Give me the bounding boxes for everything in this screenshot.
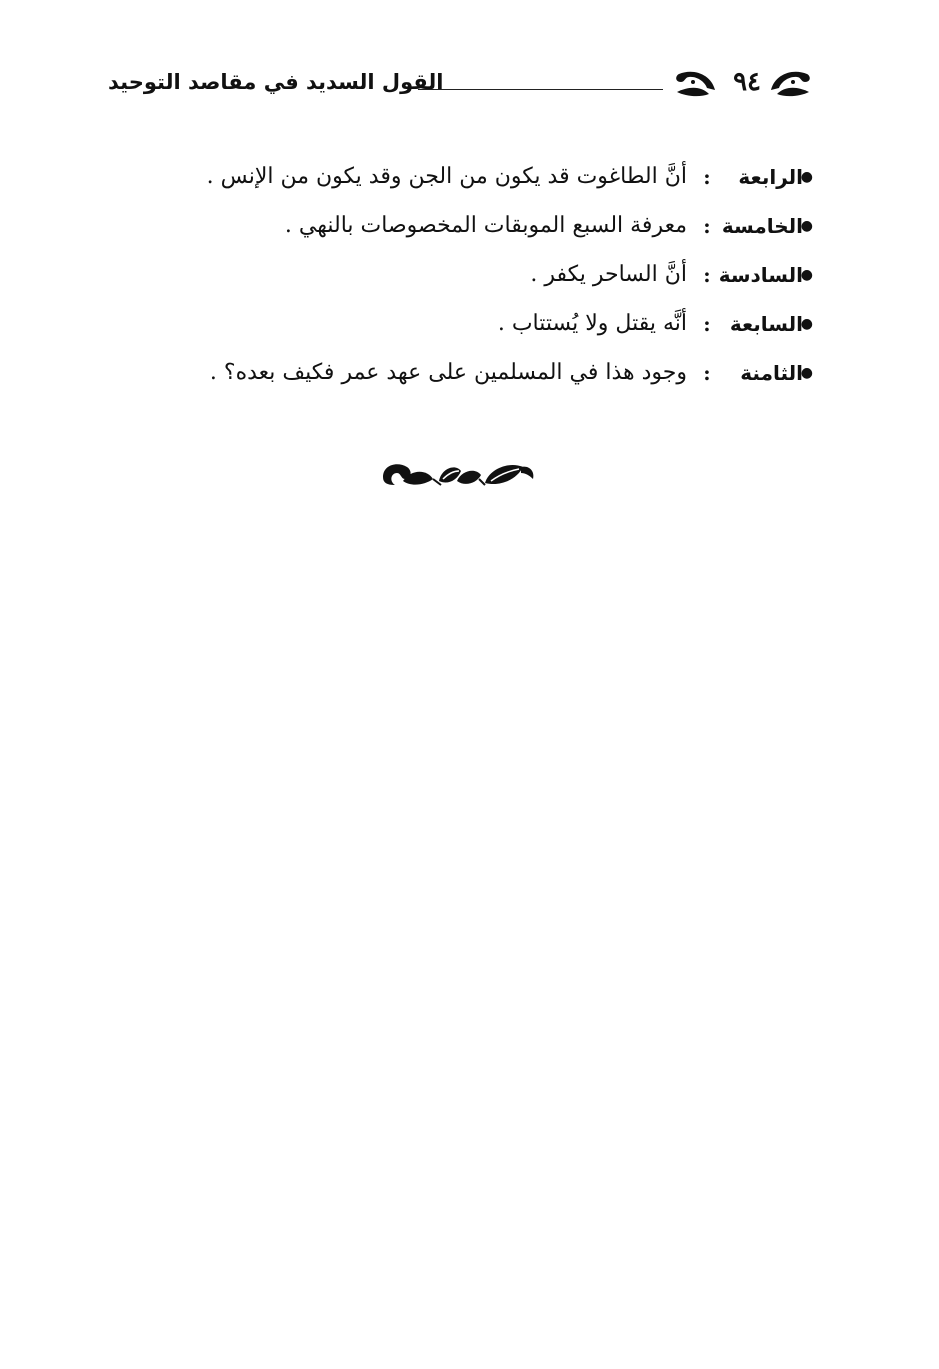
item-text: معرفة السبع الموبقات المخصوصات بالنهي . xyxy=(284,213,687,238)
item-separator: : xyxy=(703,262,711,287)
list-item xyxy=(200,152,813,201)
running-header xyxy=(108,62,813,106)
item-label: الخامسة xyxy=(721,213,803,238)
header-rule xyxy=(418,89,663,90)
list-item xyxy=(200,250,813,299)
item-label: السابعة xyxy=(729,311,803,336)
floral-flourish-icon xyxy=(767,64,813,100)
item-separator: : xyxy=(703,360,711,385)
leaf-vine-divider-icon xyxy=(381,455,537,491)
item-label: الرابعة xyxy=(738,164,803,189)
bullet-icon: ● xyxy=(800,217,813,234)
item-label: الثامنة xyxy=(740,360,803,385)
item-text: أنَّ الطاغوت قد يكون من الجن وقد يكون من الإنس . xyxy=(206,164,687,189)
bullet-icon: ● xyxy=(800,364,813,381)
list-item xyxy=(200,299,813,348)
floral-flourish-icon xyxy=(673,64,719,100)
bullet-icon: ● xyxy=(800,315,813,332)
bullet-icon: ● xyxy=(800,266,813,283)
page-number: ٩٤ xyxy=(733,67,761,97)
list-item xyxy=(200,201,813,250)
item-text: أنَّ الساحر يكفر . xyxy=(530,262,687,287)
conclusions-list xyxy=(200,152,813,397)
item-separator: : xyxy=(703,311,711,336)
item-text: أنَّه يقتل ولا يُستتاب . xyxy=(497,311,687,336)
list-item xyxy=(200,348,813,397)
item-separator: : xyxy=(703,213,711,238)
item-text: وجود هذا في المسلمين على عهد عمر فكيف بعده؟ . xyxy=(209,360,687,385)
bullet-icon: ● xyxy=(800,168,813,185)
running-title: القول السديد في مقاصد التوحيد xyxy=(108,70,444,94)
item-separator: : xyxy=(703,164,711,189)
item-label: السادسة xyxy=(718,262,803,287)
